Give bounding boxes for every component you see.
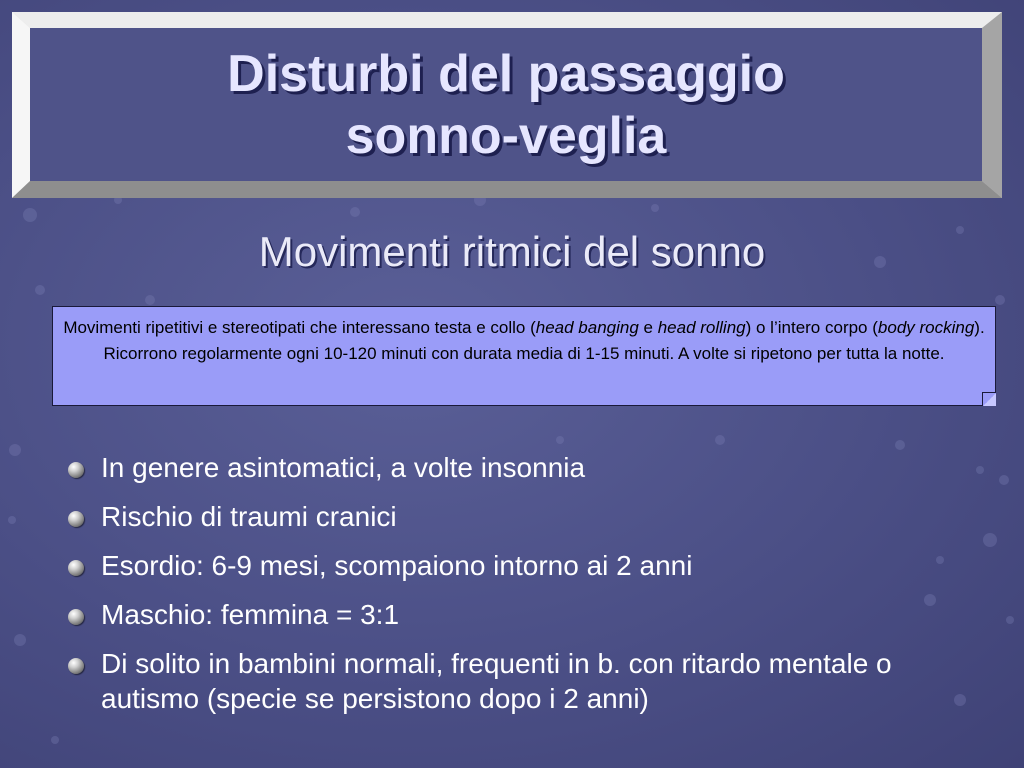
slide-subtitle: Movimenti ritmici del sonno bbox=[258, 228, 766, 275]
note-text-part-4: ). Ricorrono regolarmente ogni 10-120 minuti con durata media di 1-15 minuti. A volte si ripetono per tutta la notte. bbox=[103, 318, 985, 363]
slide-title-line-1: Disturbi del passaggio bbox=[227, 44, 785, 103]
title-frame bbox=[12, 12, 1002, 198]
note-term-head-banging: head banging bbox=[535, 318, 639, 337]
bullet-text: Di solito in bambini normali, frequenti in b. con ritardo mentale o autismo (specie se persistono dopo i 2 anni) bbox=[101, 648, 892, 714]
slide-title-line-2: sonno-veglia bbox=[345, 106, 667, 165]
bullet-sphere-icon bbox=[68, 462, 84, 478]
list-item bbox=[66, 499, 966, 534]
bullet-text: Maschio: femmina = 3:1 bbox=[101, 599, 400, 630]
bullet-sphere-icon bbox=[68, 658, 84, 674]
note-text-part-1: Movimenti ripetitivi e stereotipati che interessano testa e collo ( bbox=[63, 318, 536, 337]
note-term-head-rolling: head rolling bbox=[657, 318, 746, 337]
note-text-part-3: ) o l’intero corpo ( bbox=[745, 318, 878, 337]
note-text-part-2: e bbox=[638, 318, 658, 337]
bullet-sphere-icon bbox=[68, 511, 84, 527]
bullet-text: Esordio: 6-9 mesi, scompaiono intorno ai 2 anni bbox=[101, 550, 693, 581]
list-item bbox=[66, 548, 966, 583]
bullet-sphere-icon bbox=[68, 609, 84, 625]
bullet-text: In genere asintomatici, a volte insonnia bbox=[101, 452, 586, 483]
note-term-body-rocking: body rocking bbox=[877, 318, 975, 337]
title-panel bbox=[30, 28, 982, 181]
bullet-sphere-icon bbox=[68, 560, 84, 576]
bullet-text: Rischio di traumi cranici bbox=[101, 501, 397, 532]
list-item bbox=[66, 597, 966, 632]
bullet-list bbox=[66, 450, 966, 730]
definition-note bbox=[52, 306, 996, 406]
list-item bbox=[66, 646, 966, 716]
note-folded-corner bbox=[982, 392, 996, 406]
list-item bbox=[66, 450, 966, 485]
